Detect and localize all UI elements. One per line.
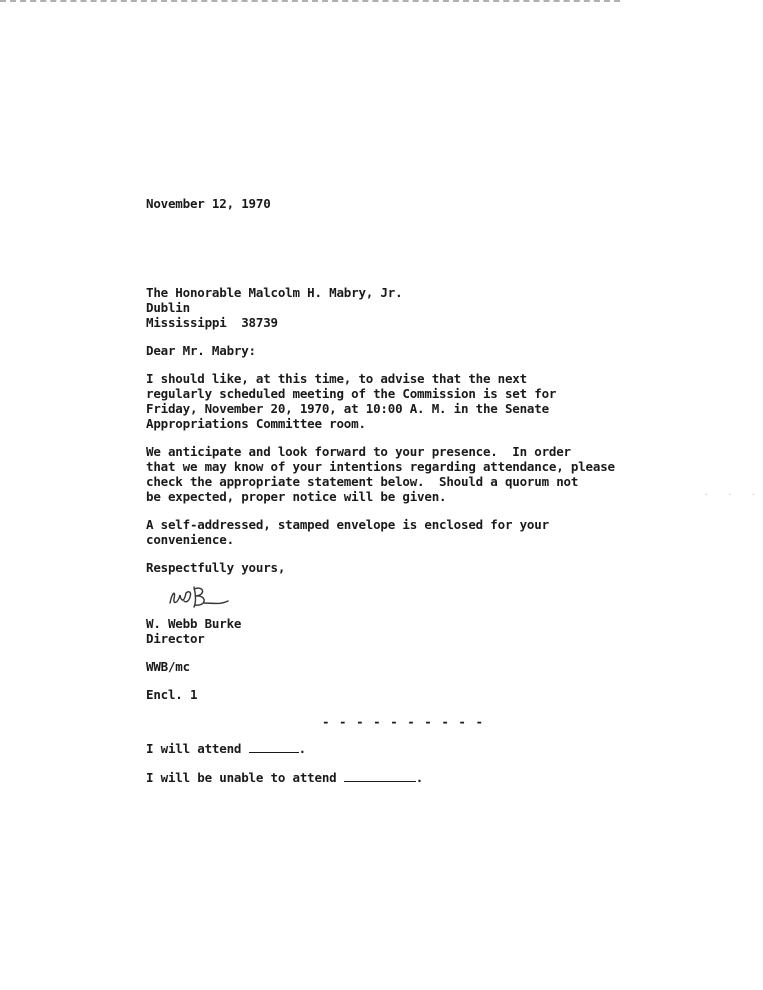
letter-body bbox=[146, 196, 646, 799]
paragraph-line: A self-addressed, stamped envelope is enclosed for your bbox=[146, 517, 549, 532]
response-period: . bbox=[298, 741, 306, 756]
response-attend-label: I will attend bbox=[146, 741, 242, 756]
letter-date: November 12, 1970 bbox=[146, 196, 271, 211]
salutation: Dear Mr. Mabry: bbox=[146, 343, 256, 358]
paragraph-line: We anticipate and look forward to your presence. In order bbox=[146, 444, 571, 459]
typist-initials: WWB/mc bbox=[146, 659, 190, 674]
paragraph-attendance bbox=[146, 444, 646, 504]
paragraph-envelope bbox=[146, 517, 646, 547]
signer-name: W. Webb Burke bbox=[146, 616, 242, 631]
paragraph-line: I should like, at this time, to advise that the next bbox=[146, 371, 527, 386]
address-line: Dublin bbox=[146, 300, 190, 315]
response-attend bbox=[146, 741, 646, 756]
unable-blank[interactable] bbox=[344, 770, 416, 782]
scan-specks: · · · bbox=[704, 490, 759, 499]
signature-block bbox=[146, 616, 646, 646]
paragraph-line: Friday, November 20, 1970, at 10:00 A. M. in the Senate bbox=[146, 401, 549, 416]
address-line: Mississippi 38739 bbox=[146, 315, 278, 330]
recipient-address bbox=[146, 285, 646, 330]
paragraph-line: check the appropriate statement below. Should a quorum not bbox=[146, 474, 579, 489]
paragraph-line: convenience. bbox=[146, 532, 234, 547]
closing: Respectfully yours, bbox=[146, 560, 286, 575]
paragraph-line: regularly scheduled meeting of the Commission is set for bbox=[146, 386, 557, 401]
response-unable bbox=[146, 770, 646, 785]
address-line: The Honorable Malcolm H. Mabry, Jr. bbox=[146, 285, 403, 300]
paragraph-line: be expected, proper notice will be given. bbox=[146, 489, 447, 504]
paragraph-meeting bbox=[146, 371, 646, 431]
separator-dashes: - - - - - - - - - - bbox=[322, 714, 484, 729]
attend-blank[interactable] bbox=[249, 741, 299, 753]
paragraph-line: that we may know of your intentions regarding attendance, please bbox=[146, 459, 615, 474]
paragraph-line: Appropriations Committee room. bbox=[146, 416, 366, 431]
enclosure-note: Encl. 1 bbox=[146, 687, 198, 702]
response-unable-label: I will be unable to attend bbox=[146, 770, 337, 785]
response-period: . bbox=[415, 770, 424, 785]
page-top-border bbox=[0, 0, 620, 4]
handwritten-signature bbox=[164, 581, 244, 611]
signer-title: Director bbox=[146, 631, 205, 646]
